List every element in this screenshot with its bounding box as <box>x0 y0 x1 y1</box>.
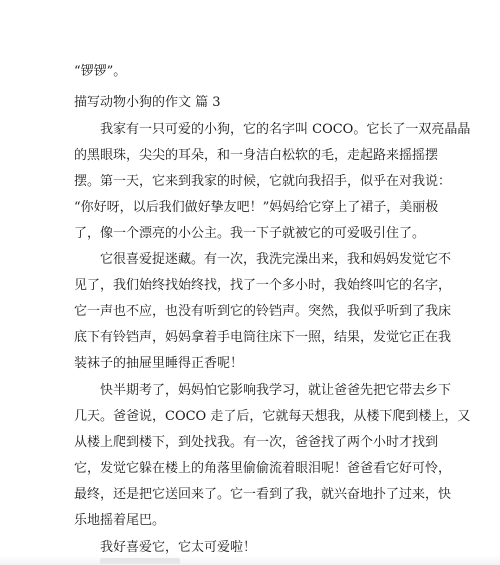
paragraph-3-line-2: 几天。爸爸说，COCO 走了后，它就每天想我，从楼下爬到楼上，又 <box>74 409 471 424</box>
paragraph-2-line-2: 见了，我们始终找始终找，找了一个多小时，我始终叫它的名字， <box>74 278 452 293</box>
paragraph-2-line-4: 底下有铃铛声，妈妈拿着手电筒往床下一照，结果，发觉它正在我 <box>74 330 452 345</box>
paragraph-2-line-1: 它很喜爱捉迷藏。有一次，我洗完澡出来，我和妈妈发觉它不 <box>100 252 452 267</box>
paragraph-3-line-1: 快半期考了，妈妈怕它影响我学习，就让爸爸先把它带去乡下 <box>100 383 452 398</box>
paragraph-1-line-2: 的黑眼珠，尖尖的耳朵，和一身洁白松软的毛，走起路来摇摇摆 <box>74 148 439 163</box>
paragraph-1-line-1: 我家有一只可爱的小狗，它的名字叫 COCO。它长了一双亮晶晶 <box>100 122 471 137</box>
paragraph-3-line-3: 从楼上爬到楼下，到处找我。有一次，爸爸找了两个小时才找到 <box>74 435 439 450</box>
paragraph-1-line-3: 摆。第一天，它来到我家的时候，它就向我招手，似乎在对我说： <box>74 174 452 189</box>
paragraph-2-line-5: 装袜子的抽屉里睡得正香呢！ <box>74 356 244 371</box>
paragraph-3-line-4: 它，发觉它躲在楼上的角落里偷偷流着眼泪呢！爸爸看它好可怜， <box>74 461 452 476</box>
paragraph-3-line-5: 最终，还是把它送回来了。它一看到了我，就兴奋地扑了过来，快 <box>74 487 452 502</box>
paragraph-1-line-5: 了，像一个漂亮的小公主。我一下子就被它的可爱吸引住了。 <box>74 226 426 241</box>
paragraph-2-line-3: 它一声也不应，也没有听到它的铃铛声。突然，我似乎听到了我床 <box>74 304 452 319</box>
page-bottom-fade <box>0 555 500 565</box>
essay-title: 描写动物小狗的作文 篇 3 <box>74 95 221 110</box>
previous-text-tail: “锣锣”。 <box>74 64 127 79</box>
paragraph-4-line-1: 我好喜爱它，它太可爱啦！ <box>100 540 257 555</box>
paragraph-3-line-6: 乐地摇着尾巴。 <box>74 513 166 528</box>
paragraph-1-line-4: “你好呀，以后我们做好挚友吧！”妈妈给它穿上了裙子，美丽极 <box>74 200 439 215</box>
